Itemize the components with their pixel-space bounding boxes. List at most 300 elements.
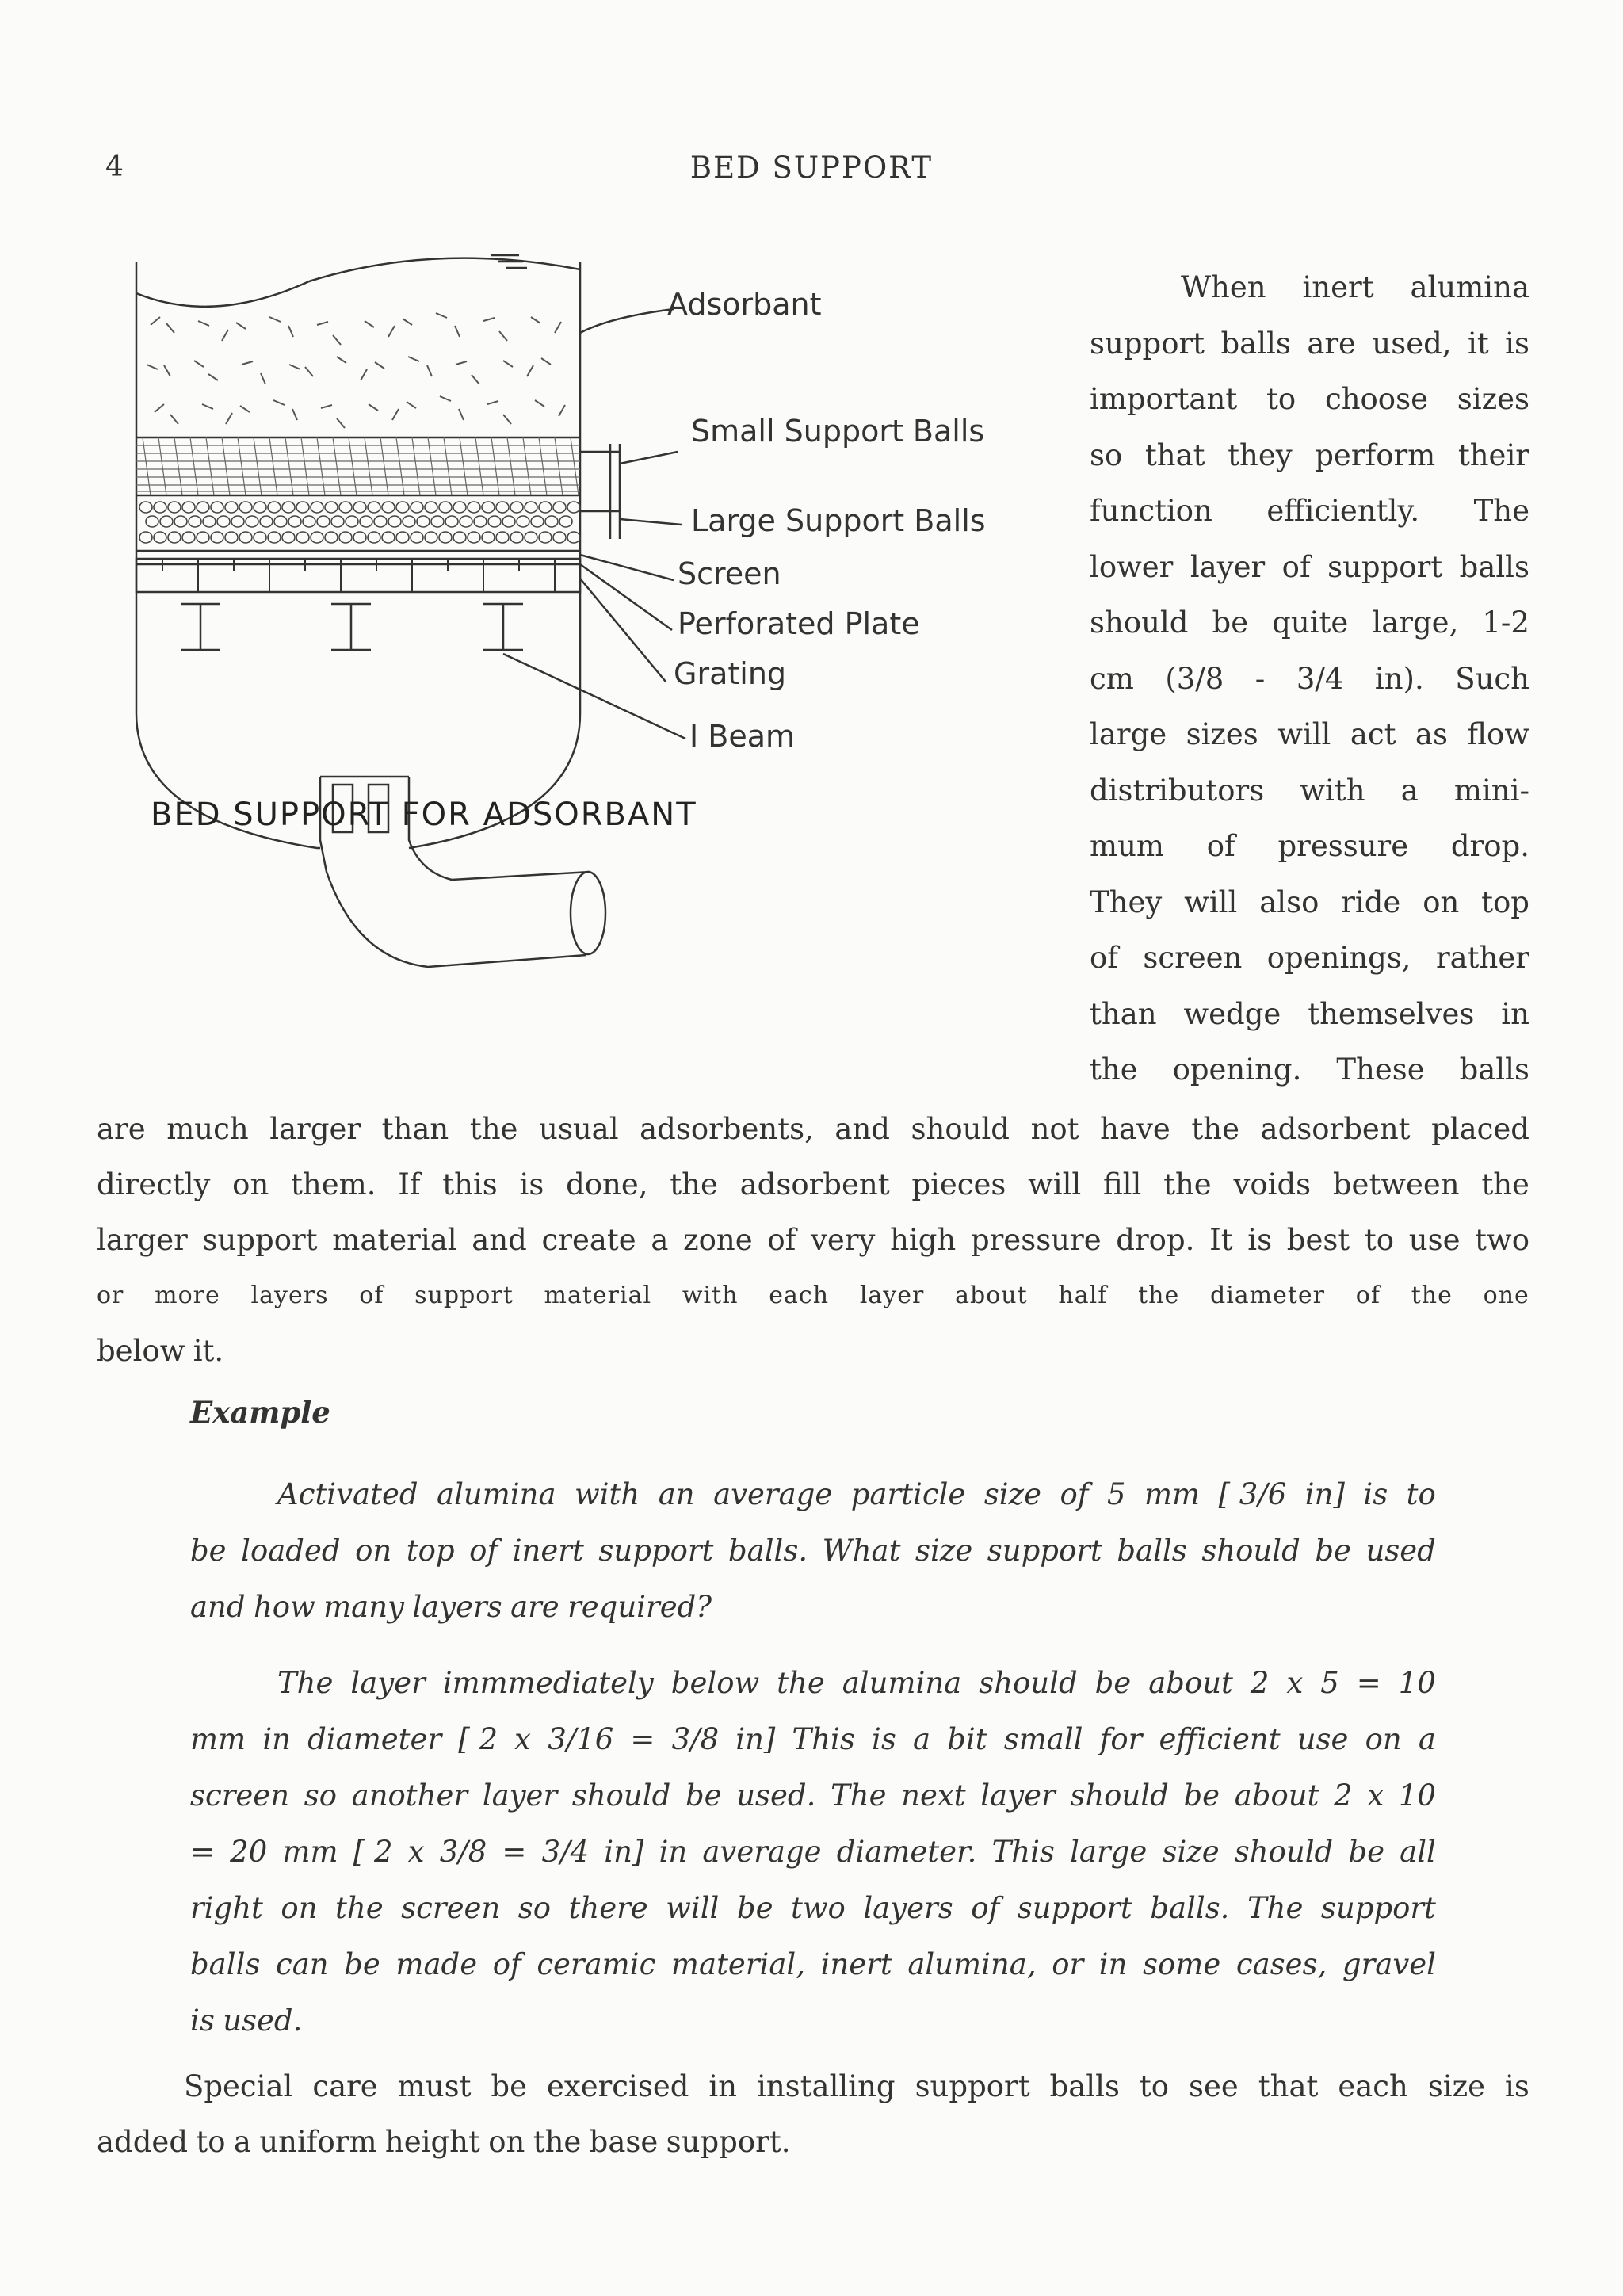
word: 3/8 (671, 1722, 720, 1756)
word: should (1201, 1534, 1300, 1568)
text-line (190, 1936, 1436, 1992)
word: have (1100, 1112, 1170, 1146)
word: in] (735, 1722, 776, 1756)
word: use (1408, 1223, 1461, 1257)
word: flow (1467, 717, 1529, 751)
word: about (955, 1282, 1028, 1309)
word: support (915, 2069, 1030, 2103)
word: perform (1315, 437, 1436, 472)
word: quite (1272, 606, 1349, 640)
word: The (1473, 494, 1529, 528)
word: is (190, 2004, 215, 2038)
word: screen (1143, 941, 1243, 975)
word: be (1348, 1835, 1384, 1869)
word: support (1017, 1891, 1132, 1925)
word: x (1286, 1666, 1304, 1700)
word: as (1415, 717, 1448, 751)
word: best (1286, 1223, 1350, 1257)
word: support (1327, 549, 1443, 584)
word: or (97, 1282, 124, 1309)
word: efficient (1159, 1722, 1281, 1756)
word: immmediately (442, 1666, 654, 1700)
word: size (1162, 1835, 1220, 1869)
label-large-support-balls: Large Support Balls (691, 503, 986, 538)
word: = (630, 1722, 655, 1756)
word: important (1090, 382, 1238, 416)
word: 10 (1398, 1778, 1436, 1813)
word: This (792, 1722, 855, 1756)
word: top (1481, 884, 1529, 919)
text-line (1090, 819, 1529, 875)
word: to (1406, 1477, 1436, 1511)
word: the (670, 1167, 718, 1201)
text-line (97, 1157, 1529, 1213)
word: be (1315, 1534, 1351, 1568)
word: 3/4 (1296, 661, 1344, 696)
word: of (469, 1534, 498, 1568)
word: two (791, 1891, 846, 1925)
word: to (1139, 2069, 1170, 2103)
word: layers (250, 1282, 329, 1309)
word: adsorbent (1260, 1112, 1411, 1146)
word: screen (190, 1778, 290, 1813)
word: is (1505, 326, 1529, 361)
word: openings, (1266, 941, 1411, 975)
word: adsorbent (739, 1167, 890, 1201)
word: made (395, 1947, 478, 1981)
word: x (407, 1835, 425, 1869)
word: of (1281, 549, 1311, 584)
word: 3/16 (548, 1722, 614, 1756)
word: support (987, 1534, 1102, 1568)
word: balls (1220, 326, 1291, 361)
word: are (1307, 326, 1356, 361)
word: placed (1431, 1112, 1529, 1146)
word: also (1259, 884, 1319, 919)
word: ride (1341, 884, 1401, 919)
i-beam-middle (331, 604, 371, 650)
word: so (517, 1891, 551, 1925)
word: rather (1435, 941, 1529, 975)
page-number: 4 (105, 151, 124, 183)
word: adsorbents, (640, 1112, 814, 1146)
word: They (1090, 884, 1163, 919)
word: a (651, 1223, 669, 1257)
word: with (682, 1282, 739, 1309)
word: efficiently. (1266, 494, 1420, 528)
word: on (488, 2125, 525, 2159)
word: should (1234, 1835, 1334, 1869)
word: The (1247, 1891, 1304, 1925)
word: balls. (727, 1534, 808, 1568)
text-line (1090, 372, 1529, 428)
word: and (190, 1590, 246, 1624)
word: pressure (970, 1223, 1102, 1257)
word: uniform (259, 2125, 377, 2159)
word: base (589, 2125, 659, 2159)
text-line (190, 1824, 1436, 1880)
text-line (97, 2059, 1529, 2115)
word: [ 2 (458, 1722, 498, 1756)
word: a (1418, 1722, 1436, 1756)
word: Such (1455, 661, 1529, 696)
word: that (1144, 437, 1205, 472)
word: can (276, 1947, 329, 1981)
word: are (97, 1112, 146, 1146)
word: about (1148, 1666, 1233, 1700)
word: - (1254, 661, 1266, 696)
word: When (1181, 270, 1266, 304)
word: one (1483, 1282, 1529, 1309)
word: there (568, 1891, 648, 1925)
text-line (1090, 316, 1529, 372)
word: balls (1117, 1534, 1187, 1568)
word: material (332, 1223, 457, 1257)
word: It (1209, 1223, 1233, 1257)
word: of (359, 1282, 384, 1309)
text-line (1090, 707, 1529, 763)
word: ceramic (537, 1947, 656, 1981)
word: pieces (911, 1167, 1006, 1201)
word: must (397, 2069, 472, 2103)
word: between (1332, 1167, 1460, 1201)
word: layer (980, 1778, 1056, 1813)
word: the (1191, 1112, 1239, 1146)
word: balls. (1150, 1891, 1230, 1925)
word: installing (757, 2069, 896, 2103)
word: for (1099, 1722, 1143, 1756)
word: size (1427, 2069, 1486, 2103)
word: lower (1090, 549, 1174, 584)
word: be (491, 2069, 527, 2103)
word: support (202, 1223, 318, 1257)
word: distributors (1090, 773, 1265, 808)
word: alumina, (907, 1947, 1037, 1981)
word: with (1300, 773, 1365, 808)
word: with (575, 1477, 640, 1511)
leader-small-balls (620, 452, 678, 464)
text-line (97, 1324, 1529, 1379)
word: of (767, 1223, 796, 1257)
word: gravel (1342, 1947, 1436, 1981)
word: zone (683, 1223, 753, 1257)
word: [ 2 (353, 1835, 393, 1869)
bed-support-figure (119, 238, 1030, 1070)
word: used, (1372, 326, 1452, 361)
word: on (355, 1534, 392, 1568)
word: right (190, 1891, 263, 1925)
leader-large-balls (620, 519, 682, 525)
label-perforated-plate: Perforated Plate (678, 606, 920, 641)
word: inert (820, 1947, 892, 1981)
word: how (253, 1590, 315, 1624)
word: If (398, 1167, 421, 1201)
word: layer (1190, 549, 1266, 584)
word: be (1094, 1666, 1132, 1700)
word: will (1184, 884, 1238, 919)
word: in (1098, 1947, 1128, 1981)
text-line (190, 1522, 1436, 1579)
word: half (1058, 1282, 1108, 1309)
word: and (834, 1112, 890, 1146)
word: = (502, 1835, 527, 1869)
label-adsorbant: Adsorbant (667, 287, 822, 322)
word: to (1266, 382, 1296, 416)
word: function (1090, 494, 1212, 528)
word: much (166, 1112, 249, 1146)
word: directly (97, 1167, 211, 1201)
word: in] (604, 1835, 644, 1869)
word: in (708, 2069, 738, 2103)
word: below (670, 1666, 760, 1700)
closing-paragraph (97, 2059, 1529, 2170)
word: loaded (241, 1534, 341, 1568)
word: Activated (277, 1477, 418, 1511)
leader-perforated-plate (580, 564, 672, 630)
word: is (1504, 2069, 1529, 2103)
word: 1-2 (1482, 606, 1529, 640)
word: more (155, 1282, 220, 1309)
word: support. (666, 2125, 791, 2159)
word: size (983, 1477, 1041, 1511)
word: about (1234, 1778, 1319, 1813)
word: done, (566, 1167, 648, 1201)
word: 3/4 (541, 1835, 590, 1869)
word: in (659, 1835, 688, 1869)
word: the (777, 1666, 825, 1700)
word: The (277, 1666, 334, 1700)
word: in (262, 1722, 291, 1756)
word: the (533, 2125, 582, 2159)
word: = (1356, 1666, 1381, 1700)
word: will (666, 1891, 720, 1925)
word: voids (1233, 1167, 1312, 1201)
word: 2 (1250, 1666, 1270, 1700)
word: exercised (546, 2069, 689, 2103)
word: sizes (1186, 717, 1258, 751)
word: alumina (842, 1666, 962, 1700)
i-beam-right (483, 604, 523, 650)
word: diameter. (836, 1835, 977, 1869)
word: all (1400, 1835, 1436, 1869)
word: balls (1459, 1052, 1529, 1087)
word: wedge (1183, 996, 1281, 1031)
word: on (281, 1891, 318, 1925)
word: create (541, 1223, 636, 1257)
word: or (1052, 1947, 1084, 1981)
word: than (1090, 996, 1157, 1031)
word: height (384, 2125, 480, 2159)
word: diameter (1209, 1282, 1326, 1309)
word: x (1367, 1778, 1384, 1813)
word: layers (863, 1891, 953, 1925)
word: large, (1372, 606, 1459, 640)
word: many (323, 1590, 404, 1624)
word: support (414, 1282, 514, 1309)
word: material, (670, 1947, 806, 1981)
word: will (1277, 717, 1331, 751)
word: large (1090, 717, 1167, 751)
word: used. (223, 2004, 303, 2038)
word: below (97, 1334, 185, 1368)
word: high (890, 1223, 957, 1257)
example-answer (190, 1655, 1436, 2049)
word: top (406, 1534, 455, 1568)
word: a (233, 2125, 251, 2159)
word: some (1143, 1947, 1221, 1981)
word: particle (850, 1477, 966, 1511)
word: layer (350, 1666, 426, 1700)
word: be (190, 1534, 227, 1568)
word: act (1350, 717, 1396, 751)
word: a (1400, 773, 1419, 808)
word: x (514, 1722, 532, 1756)
word: the (1481, 1167, 1529, 1201)
text-line (1090, 651, 1529, 708)
word: 3/8 (439, 1835, 487, 1869)
word: should (1070, 1778, 1169, 1813)
word: so (1090, 437, 1123, 472)
word: inert (512, 1534, 584, 1568)
text-line (1090, 260, 1529, 316)
word: them. (291, 1167, 376, 1201)
word: on (1365, 1722, 1402, 1756)
word: mm (1144, 1477, 1201, 1511)
bed-support-diagram (119, 238, 1030, 1070)
word: sizes (1457, 382, 1529, 416)
word: very (810, 1223, 876, 1257)
word: another (351, 1778, 468, 1813)
text-line (1090, 875, 1529, 931)
word: small (1003, 1722, 1083, 1756)
word: be (685, 1778, 722, 1813)
word: = (190, 1835, 216, 1869)
word: (3/8 (1165, 661, 1224, 696)
word: alumina (1410, 270, 1529, 304)
word: mum (1090, 829, 1164, 863)
text-line (190, 1579, 1436, 1635)
word: material (544, 1282, 652, 1309)
word: should (979, 1666, 1078, 1700)
word: 20 (230, 1835, 268, 1869)
word: the (1138, 1282, 1180, 1309)
large-support-balls-pattern (139, 502, 580, 543)
word: usual (539, 1112, 619, 1146)
word: alumina (437, 1477, 556, 1511)
word: themselves (1308, 996, 1475, 1031)
word: [ 3/6 (1218, 1477, 1287, 1511)
word: is (519, 1167, 544, 1201)
word: of (1355, 1282, 1381, 1309)
word: each (1338, 2069, 1408, 2103)
word: layer (482, 1778, 558, 1813)
word: screen (401, 1891, 501, 1925)
label-small-support-balls: Small Support Balls (691, 414, 985, 449)
word: care (312, 2069, 378, 2103)
text-line (1090, 930, 1529, 987)
word: balls (1459, 549, 1529, 584)
word: it (1468, 326, 1489, 361)
word: is (1247, 1223, 1273, 1257)
text-line (190, 1992, 1436, 2049)
word: drop. (1116, 1223, 1195, 1257)
word: are (510, 1590, 559, 1624)
word: larger (269, 1112, 361, 1146)
text-line (97, 2115, 1529, 2170)
word: The (831, 1778, 887, 1813)
figure-caption: BED SUPPORT FOR ADSORBANT (151, 797, 697, 833)
word: layers (412, 1590, 502, 1624)
word: cm (1090, 661, 1134, 696)
word: the (1090, 1052, 1138, 1087)
word: the (1163, 1167, 1212, 1201)
word: 2 (1334, 1778, 1353, 1813)
word: on (232, 1167, 269, 1201)
text-line (97, 1268, 1529, 1324)
word: used. (736, 1778, 816, 1813)
word: layer (859, 1282, 925, 1309)
word: What (822, 1534, 901, 1568)
word: should (571, 1778, 671, 1813)
text-line (97, 1213, 1529, 1268)
word: balls (190, 1947, 261, 1981)
word: use (1296, 1722, 1349, 1756)
word: on (1423, 884, 1460, 919)
word: should (911, 1112, 1010, 1146)
word: choose (1324, 382, 1428, 416)
word: added (97, 2125, 189, 2159)
word: to (196, 2125, 226, 2159)
text-line (1090, 483, 1529, 540)
leader-screen (580, 555, 674, 580)
word: diameter (307, 1722, 442, 1756)
word: the (335, 1891, 384, 1925)
word: mm (190, 1722, 246, 1756)
leader-i-beam (503, 654, 685, 739)
word: average (702, 1835, 822, 1869)
label-grating: Grating (674, 656, 787, 691)
word: is (872, 1722, 896, 1756)
word: an (658, 1477, 695, 1511)
word: that (1258, 2069, 1319, 2103)
word: in] (1304, 1477, 1345, 1511)
running-title: BED SUPPORT (689, 151, 934, 185)
word: mm (282, 1835, 338, 1869)
word: 5 (1106, 1477, 1126, 1511)
word: of (1206, 829, 1235, 863)
word: next (901, 1778, 966, 1813)
text-line (97, 1102, 1529, 1157)
word: support (1090, 326, 1205, 361)
word: larger (97, 1223, 188, 1257)
adsorbant-surface (136, 258, 580, 307)
text-line (1090, 428, 1529, 484)
i-beam-left (181, 604, 220, 650)
word: support (598, 1534, 714, 1568)
word: be (1212, 606, 1249, 640)
word: they (1228, 437, 1293, 472)
word: pressure (1277, 829, 1409, 863)
word: mini- (1453, 773, 1529, 808)
word: large (1070, 1835, 1148, 1869)
word: is (1363, 1477, 1388, 1511)
text-line (190, 1655, 1436, 1711)
word: 10 (1398, 1666, 1436, 1700)
word: it. (193, 1334, 224, 1368)
word: opening. (1172, 1052, 1302, 1087)
word: These (1336, 1052, 1425, 1087)
word: support (1320, 1891, 1436, 1925)
